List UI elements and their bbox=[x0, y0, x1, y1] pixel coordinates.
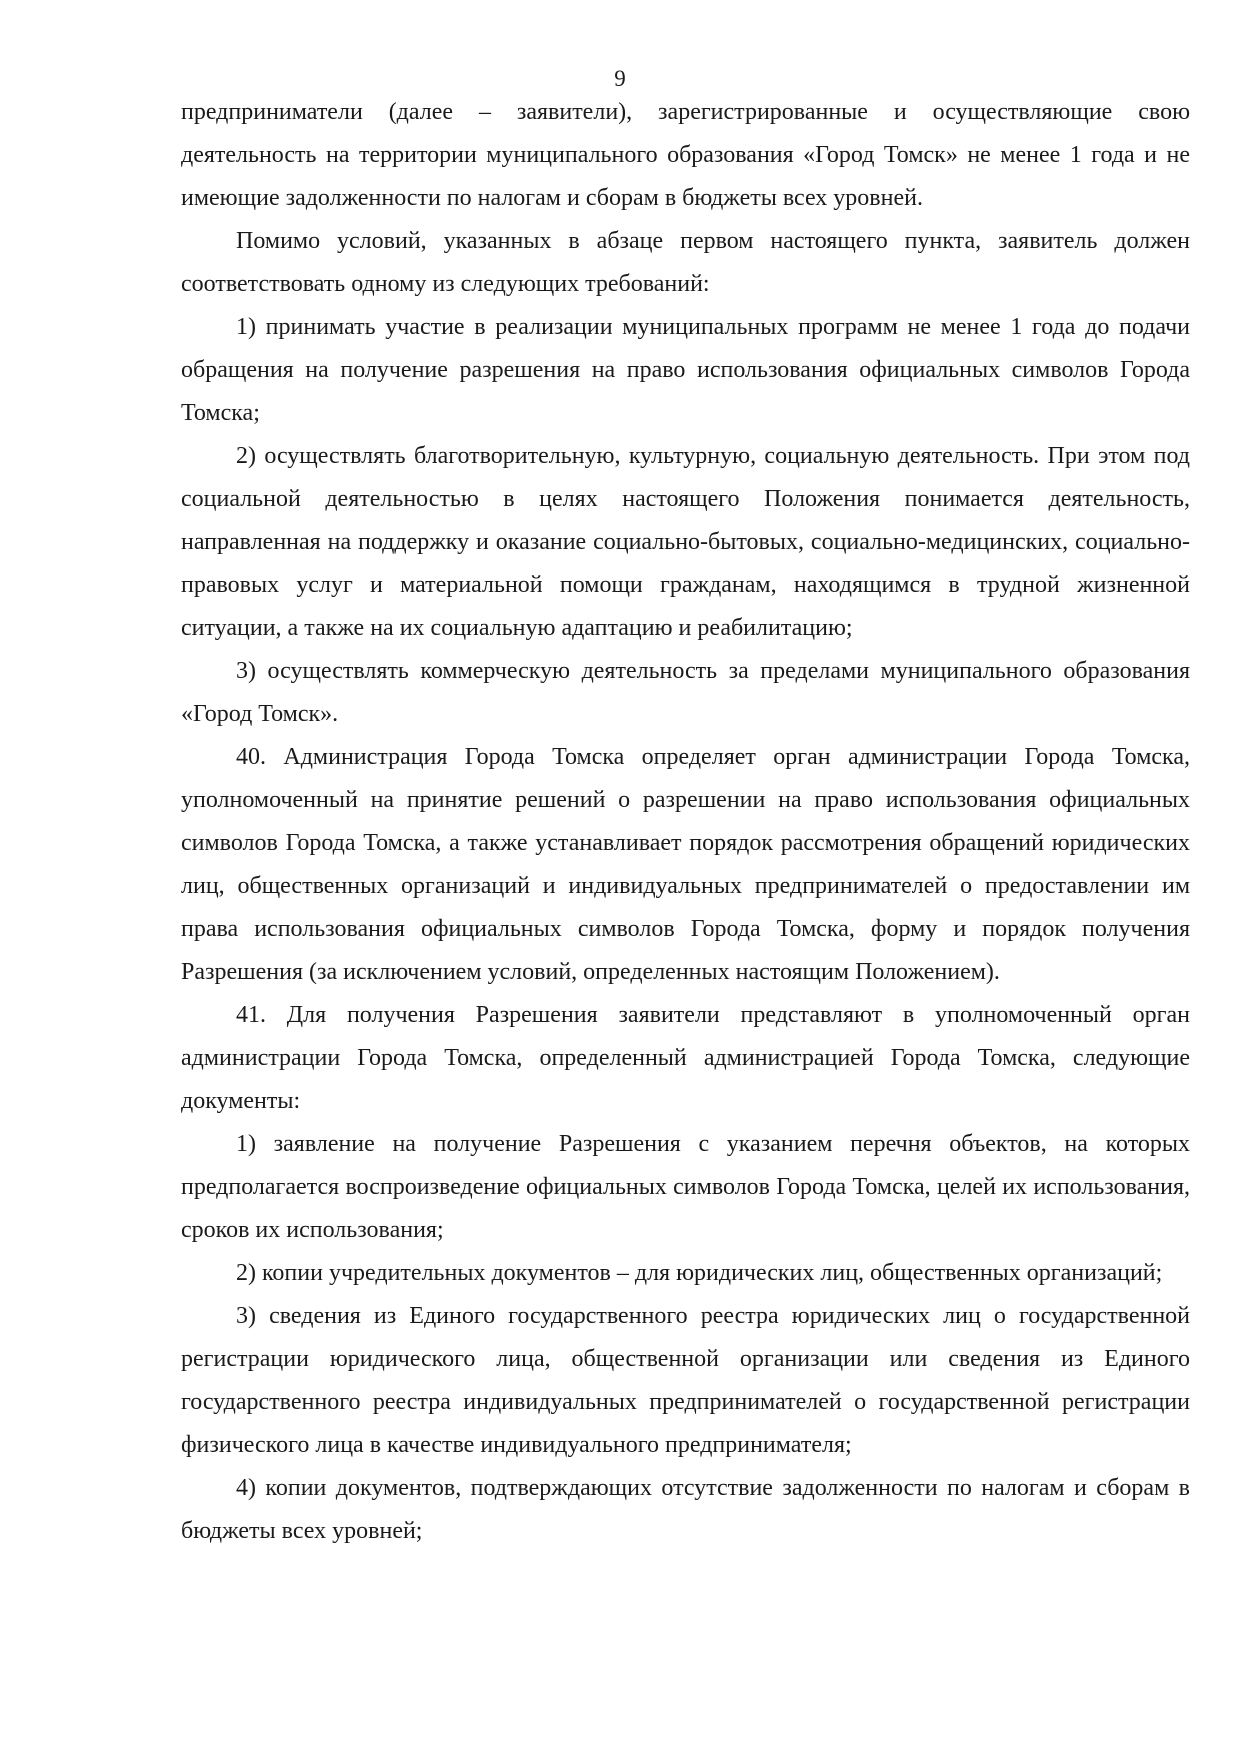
document-body bbox=[181, 91, 1190, 1553]
paragraph-document-4: 4) копии документов, подтверждающих отсутствие задолженности по налогам и сборам в бюджеты всех уровней; bbox=[181, 1475, 1190, 1544]
paragraph-requirement-3: 3) осуществлять коммерческую деятельность за пределами муниципального образования «Город Томск». bbox=[181, 658, 1190, 727]
paragraph-document-2: 2) копии учредительных документов – для юридических лиц, общественных организаций; bbox=[236, 1260, 1163, 1286]
paragraph-continuation: предприниматели (далее – заявители), зарегистрированные и осуществляющие свою деятельность на территории муниципального образования «Город Томск» не менее 1 года и не имеющие задолженности по налогам и сборам в бюджеты всех уровней. bbox=[181, 99, 1190, 211]
paragraph-document-3: 3) сведения из Единого государственного реестра юридических лиц о государственной регистрации юридического лица, общественной организации или сведения из Единого государственного реестра индивидуальных предпринимателей о государственной регистрации физического лица в качестве индивидуального предпринимателя; bbox=[181, 1303, 1190, 1458]
page-number: 9 bbox=[614, 66, 626, 91]
paragraph-requirement-2: 2) осуществлять благотворительную, культурную, социальную деятельность. При этом под социальной деятельностью в целях настоящего Положения понимается деятельность, направленная на поддержку и оказание социально-бытовых, социально-медицинских, социально-правовых услуг и материальной помощи гражданам, находящимся в трудной жизненной ситуации, а также на их социальную адаптацию и реабилитацию; bbox=[181, 443, 1190, 641]
paragraph-document-1: 1) заявление на получение Разрешения с указанием перечня объектов, на которых предполагается воспроизведение официальных символов Города Томска, целей их использования, сроков их использования; bbox=[181, 1131, 1190, 1243]
paragraph-clause-40: 40. Администрация Города Томска определяет орган администрации Города Томска, уполномоченный на принятие решений о разрешении на право использования официальных символов Города Томска, а также устанавливает порядок рассмотрения обращений юридических лиц, общественных организаций и индивидуальных предпринимателей о предоставлении им права использования официальных символов Города Томска, форму и порядок получения Разрешения (за исключением условий, определенных настоящим Положением). bbox=[181, 744, 1190, 985]
paragraph-clause-41: 41. Для получения Разрешения заявители представляют в уполномоченный орган администрации Города Томска, определенный администрацией Города Томска, следующие документы: bbox=[181, 1002, 1190, 1114]
paragraph-requirement-1: 1) принимать участие в реализации муниципальных программ не менее 1 года до подачи обращения на получение разрешения на право использования официальных символов Города Томска; bbox=[181, 314, 1190, 426]
paragraph-requirements-intro: Помимо условий, указанных в абзаце первом настоящего пункта, заявитель должен соответствовать одному из следующих требований: bbox=[181, 228, 1190, 297]
